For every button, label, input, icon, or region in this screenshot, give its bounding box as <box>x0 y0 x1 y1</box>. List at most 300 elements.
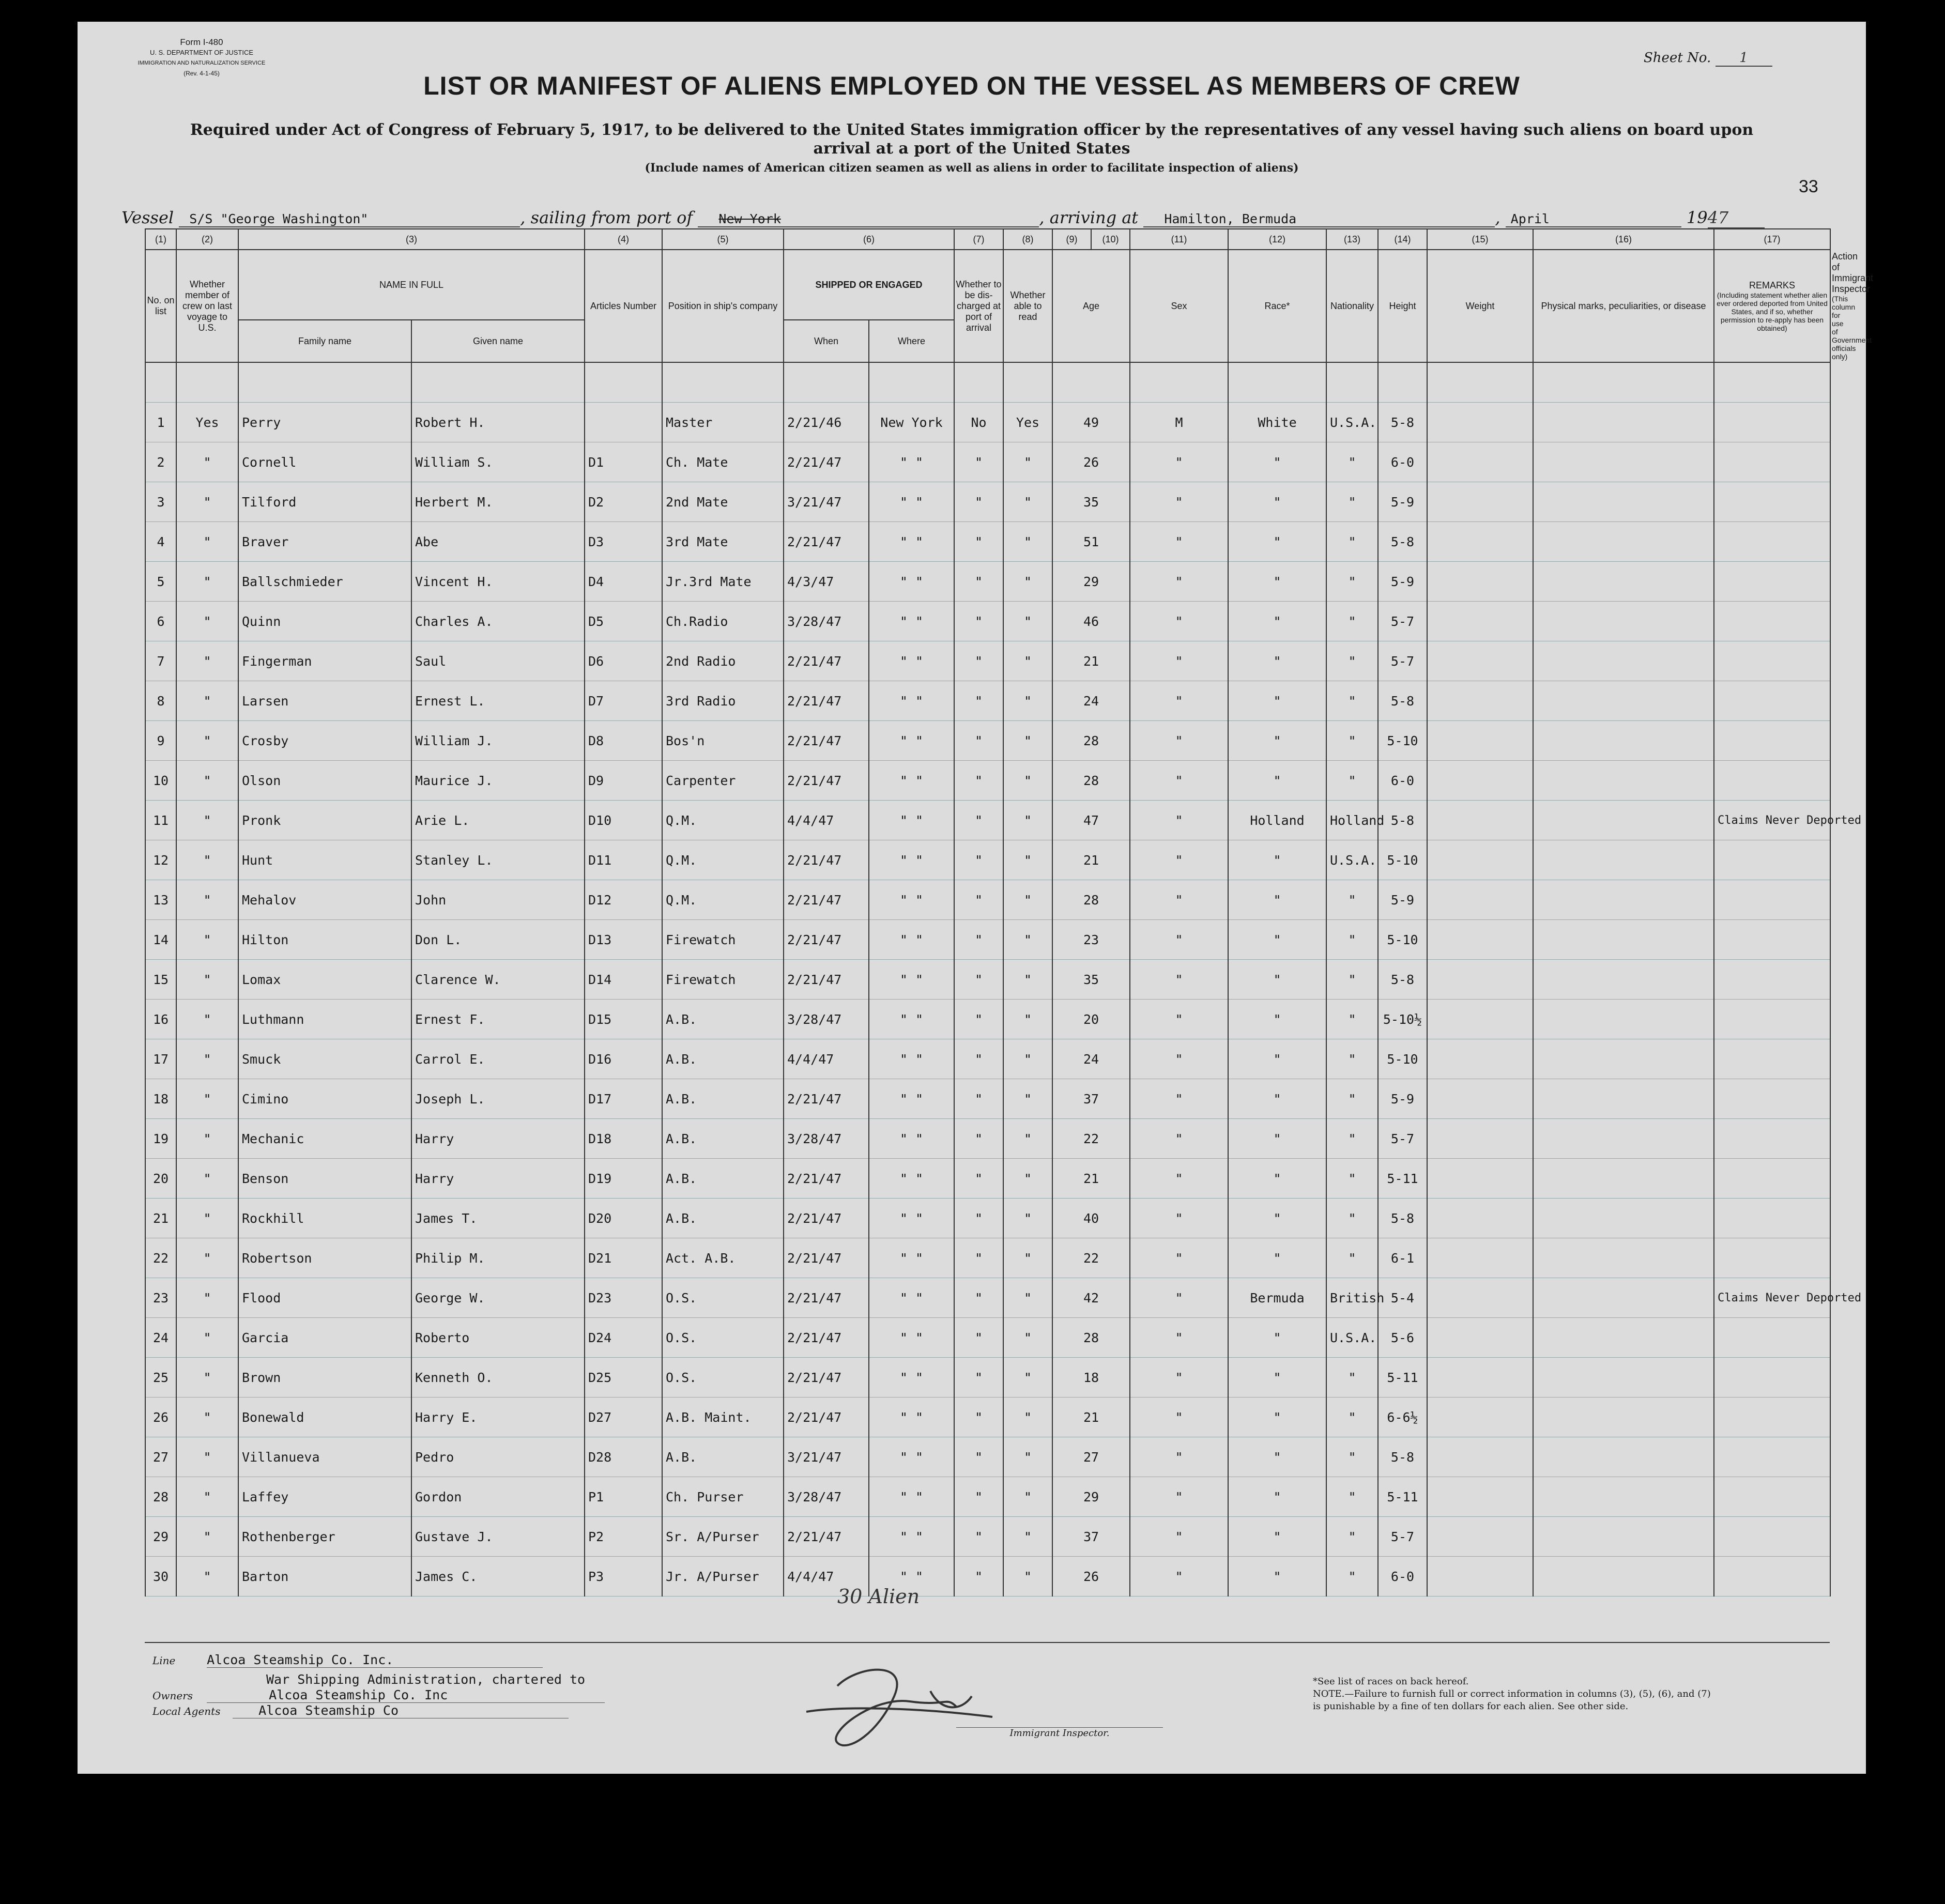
table-row <box>145 920 1830 960</box>
nationality-cell: " <box>1326 681 1378 721</box>
shipped-when-cell: 4/4/47 <box>784 1039 869 1079</box>
given-name-cell: Kenneth O. <box>411 1358 585 1398</box>
discharged-cell: " <box>954 1079 1003 1119</box>
able-to-read-cell: " <box>1003 1039 1052 1079</box>
row-number-cell: 21 <box>145 1199 176 1238</box>
given-name-cell: Joseph L. <box>411 1079 585 1119</box>
articles-number-cell: D3 <box>585 522 662 562</box>
col-sex: Sex <box>1130 250 1228 362</box>
height-cell: 5-7 <box>1378 602 1427 641</box>
shipped-where-cell: " " <box>869 1557 954 1596</box>
able-to-read-cell: " <box>1003 522 1052 562</box>
shipped-when-cell: 2/21/47 <box>784 681 869 721</box>
row-number-cell: 16 <box>145 1000 176 1039</box>
given-name-cell: Abe <box>411 522 585 562</box>
shipped-when-cell: 4/4/47 <box>784 1557 869 1596</box>
race-cell: " <box>1228 1079 1326 1119</box>
articles-number-cell: D6 <box>585 641 662 681</box>
able-to-read-cell: " <box>1003 1398 1052 1437</box>
height-cell: 5-11 <box>1378 1358 1427 1398</box>
table-row <box>145 641 1830 681</box>
sex-cell: " <box>1130 482 1228 522</box>
height-cell: 5-10 <box>1378 920 1427 960</box>
nationality-cell: British <box>1326 1278 1378 1318</box>
shipped-where-cell: " " <box>869 761 954 801</box>
given-name-cell: Harry <box>411 1159 585 1199</box>
articles-number-cell: P1 <box>585 1477 662 1517</box>
discharged-cell: " <box>954 920 1003 960</box>
discharged-cell: " <box>954 1199 1003 1238</box>
page-title: LIST OR MANIFEST OF ALIENS EMPLOYED ON THE VESSEL AS MEMBERS OF CREW <box>423 71 1520 100</box>
discharged-cell: " <box>954 562 1003 602</box>
nationality-cell: Holland <box>1326 801 1378 840</box>
manifest-sheet <box>78 22 1874 1774</box>
race-cell: " <box>1228 1398 1326 1437</box>
footer-lines: Line Alcoa Steamship Co. Inc. War Shipping Administration, chartered to Owners Alcoa Steamship Co. Inc Local Agents Alcoa Steamship Co <box>152 1652 605 1721</box>
discharged-cell: " <box>954 482 1003 522</box>
shipped-where-cell: " " <box>869 1278 954 1318</box>
last-voyage-cell: " <box>176 1079 238 1119</box>
height-cell: 6-0 <box>1378 442 1427 482</box>
col-name: NAME IN FULL <box>238 250 585 320</box>
physical-marks-cell <box>1533 1398 1714 1437</box>
discharged-cell: " <box>954 1517 1003 1557</box>
articles-number-cell: D25 <box>585 1358 662 1398</box>
row-number-cell: 30 <box>145 1557 176 1596</box>
table-row <box>145 761 1830 801</box>
given-name-cell: John <box>411 880 585 920</box>
col-discharged: Whether to be dis-charged at port of arrival <box>954 250 1003 362</box>
line-value: Alcoa Steamship Co. Inc. <box>207 1652 543 1668</box>
weight-cell <box>1427 1039 1533 1079</box>
weight-cell <box>1427 1477 1533 1517</box>
last-voyage-cell: " <box>176 1358 238 1398</box>
column-number-row: (1) (2) (3) (4) (5) (6) (7) (8) (9) (10) (11) (12) (13) (14) (15) (16) (17) <box>145 229 1830 250</box>
shipped-when-cell: 2/21/47 <box>784 1238 869 1278</box>
height-cell: 6-6½ <box>1378 1398 1427 1437</box>
family-name-cell: Smuck <box>238 1039 411 1079</box>
family-name-cell: Villanueva <box>238 1437 411 1477</box>
table-row <box>145 721 1830 761</box>
shipped-when-cell: 2/21/47 <box>784 1398 869 1437</box>
articles-number-cell: D13 <box>585 920 662 960</box>
articles-number-cell: D10 <box>585 801 662 840</box>
family-name-cell: Perry <box>238 403 411 442</box>
position-cell: A.B. <box>662 1079 784 1119</box>
remarks-cell: Claims Never Deported <box>1714 1278 1830 1318</box>
nationality-cell: " <box>1326 1238 1378 1278</box>
discharged-cell: " <box>954 721 1003 761</box>
row-number-cell: 25 <box>145 1358 176 1398</box>
able-to-read-cell: " <box>1003 1477 1052 1517</box>
articles-number-cell: D1 <box>585 442 662 482</box>
age-cell: 21 <box>1052 1398 1130 1437</box>
last-voyage-cell: " <box>176 1199 238 1238</box>
sex-cell: " <box>1130 840 1228 880</box>
age-cell: 24 <box>1052 681 1130 721</box>
physical-marks-cell <box>1533 522 1714 562</box>
col-last-voyage: Whether member of crew on last voyage to U.S. <box>176 250 238 362</box>
family-name-cell: Rothenberger <box>238 1517 411 1557</box>
shipped-where-cell: New York <box>869 403 954 442</box>
col-given-name: Given name <box>411 320 585 362</box>
age-cell: 22 <box>1052 1238 1130 1278</box>
row-number-cell: 8 <box>145 681 176 721</box>
family-name-cell: Mehalov <box>238 880 411 920</box>
last-voyage-cell: " <box>176 761 238 801</box>
able-to-read-cell: " <box>1003 1199 1052 1238</box>
row-number-cell: 23 <box>145 1278 176 1318</box>
weight-cell <box>1427 1079 1533 1119</box>
position-cell: Firewatch <box>662 960 784 1000</box>
given-name-cell: Arie L. <box>411 801 585 840</box>
row-number-cell: 28 <box>145 1477 176 1517</box>
nationality-cell: " <box>1326 1477 1378 1517</box>
sex-cell: " <box>1130 1238 1228 1278</box>
weight-cell <box>1427 1318 1533 1358</box>
weight-cell <box>1427 880 1533 920</box>
family-name-cell: Garcia <box>238 1318 411 1358</box>
sex-cell: " <box>1130 1079 1228 1119</box>
position-cell: A.B. <box>662 1159 784 1199</box>
table-row <box>145 1079 1830 1119</box>
position-cell: Q.M. <box>662 801 784 840</box>
race-cell: " <box>1228 442 1326 482</box>
height-cell: 5-6 <box>1378 1318 1427 1358</box>
family-name-cell: Cimino <box>238 1079 411 1119</box>
row-number-cell: 3 <box>145 482 176 522</box>
given-name-cell: Robert H. <box>411 403 585 442</box>
physical-marks-cell <box>1533 1557 1714 1596</box>
sex-cell: " <box>1130 562 1228 602</box>
col-articles: Articles Number <box>585 250 662 362</box>
discharged-cell: " <box>954 960 1003 1000</box>
physical-marks-cell <box>1533 1079 1714 1119</box>
physical-marks-cell <box>1533 1000 1714 1039</box>
height-cell: 6-0 <box>1378 761 1427 801</box>
service: IMMIGRATION AND NATURALIZATION SERVICE <box>137 60 266 66</box>
table-row <box>145 522 1830 562</box>
row-number-cell: 2 <box>145 442 176 482</box>
age-cell: 28 <box>1052 721 1130 761</box>
shipped-where-cell: " " <box>869 920 954 960</box>
remarks-cell <box>1714 761 1830 801</box>
physical-marks-cell <box>1533 801 1714 840</box>
articles-number-cell: D24 <box>585 1318 662 1358</box>
position-cell: A.B. <box>662 1119 784 1159</box>
weight-cell <box>1427 1557 1533 1596</box>
position-cell: Firewatch <box>662 920 784 960</box>
position-cell: Jr. A/Purser <box>662 1557 784 1596</box>
shipped-where-cell: " " <box>869 1159 954 1199</box>
articles-number-cell <box>585 403 662 442</box>
remarks-cell <box>1714 403 1830 442</box>
race-cell: Bermuda <box>1228 1278 1326 1318</box>
race-cell: " <box>1228 482 1326 522</box>
family-name-cell: Luthmann <box>238 1000 411 1039</box>
weight-cell <box>1427 681 1533 721</box>
height-cell: 5-10½ <box>1378 1000 1427 1039</box>
sex-cell: " <box>1130 1517 1228 1557</box>
last-voyage-cell: " <box>176 1119 238 1159</box>
nationality-cell: " <box>1326 721 1378 761</box>
owners-value-2: Alcoa Steamship Co. Inc <box>207 1687 605 1703</box>
age-cell: 27 <box>1052 1437 1130 1477</box>
able-to-read-cell: " <box>1003 602 1052 641</box>
sex-cell: " <box>1130 1199 1228 1238</box>
row-number-cell: 9 <box>145 721 176 761</box>
shipped-when-cell: 2/21/47 <box>784 880 869 920</box>
position-cell: A.B. <box>662 1039 784 1079</box>
shipped-where-cell: " " <box>869 880 954 920</box>
remarks-cell <box>1714 1119 1830 1159</box>
discharged-cell: " <box>954 840 1003 880</box>
last-voyage-cell: Yes <box>176 403 238 442</box>
able-to-read-cell: " <box>1003 1437 1052 1477</box>
physical-marks-cell <box>1533 1278 1714 1318</box>
discharged-cell: " <box>954 1318 1003 1358</box>
table-row <box>145 1199 1830 1238</box>
shipped-where-cell: " " <box>869 442 954 482</box>
last-voyage-cell: " <box>176 960 238 1000</box>
remarks-cell <box>1714 482 1830 522</box>
nationality-cell: " <box>1326 960 1378 1000</box>
height-cell: 5-9 <box>1378 1079 1427 1119</box>
inspector-signature <box>775 1634 1065 1763</box>
height-cell: 6-1 <box>1378 1238 1427 1278</box>
shipped-where-cell: " " <box>869 482 954 522</box>
able-to-read-cell: " <box>1003 920 1052 960</box>
remarks-cell <box>1714 960 1830 1000</box>
physical-marks-cell <box>1533 1199 1714 1238</box>
row-number-cell: 20 <box>145 1159 176 1199</box>
given-name-cell: Harry E. <box>411 1398 585 1437</box>
col-age: Age <box>1052 250 1130 362</box>
row-number-cell: 10 <box>145 761 176 801</box>
race-cell: " <box>1228 1039 1326 1079</box>
shipped-when-cell: 3/21/47 <box>784 482 869 522</box>
weight-cell <box>1427 721 1533 761</box>
page-number: 33 <box>1799 177 1818 196</box>
table-row <box>145 960 1830 1000</box>
race-cell: " <box>1228 1000 1326 1039</box>
shipped-where-cell: " " <box>869 562 954 602</box>
races-note: *See list of races on back hereof. <box>1313 1676 1469 1687</box>
discharged-cell: " <box>954 522 1003 562</box>
last-voyage-cell: " <box>176 1557 238 1596</box>
weight-cell <box>1427 1199 1533 1238</box>
height-cell: 5-7 <box>1378 1517 1427 1557</box>
sex-cell: " <box>1130 880 1228 920</box>
articles-number-cell: D14 <box>585 960 662 1000</box>
family-name-cell: Bonewald <box>238 1398 411 1437</box>
shipped-when-cell: 2/21/47 <box>784 442 869 482</box>
family-name-cell: Lomax <box>238 960 411 1000</box>
nationality-cell: " <box>1326 1437 1378 1477</box>
last-voyage-cell: " <box>176 721 238 761</box>
shipped-when-cell: 2/21/47 <box>784 1079 869 1119</box>
sailing-port: New York <box>698 211 1039 227</box>
shipped-when-cell: 2/21/47 <box>784 1199 869 1238</box>
sex-cell: " <box>1130 1398 1228 1437</box>
table-row <box>145 1238 1830 1278</box>
remarks-cell <box>1714 442 1830 482</box>
articles-number-cell: D9 <box>585 761 662 801</box>
family-name-cell: Quinn <box>238 602 411 641</box>
shipped-when-cell: 3/28/47 <box>784 1119 869 1159</box>
crew-table <box>145 228 1874 1596</box>
shipped-where-cell: " " <box>869 960 954 1000</box>
last-voyage-cell: " <box>176 1039 238 1079</box>
race-cell: " <box>1228 1517 1326 1557</box>
table-row <box>145 482 1830 522</box>
position-cell: 3rd Radio <box>662 681 784 721</box>
age-cell: 28 <box>1052 1318 1130 1358</box>
age-cell: 47 <box>1052 801 1130 840</box>
col-remarks: REMARKS (Including statement whether alien ever ordered deported from United States, and if so, whether permission to re-apply has been obtained) <box>1714 250 1830 362</box>
height-cell: 5-8 <box>1378 1437 1427 1477</box>
height-cell: 5-8 <box>1378 801 1427 840</box>
given-name-cell: Gordon <box>411 1477 585 1517</box>
physical-marks-cell <box>1533 681 1714 721</box>
sex-cell: M <box>1130 403 1228 442</box>
sex-cell: " <box>1130 1039 1228 1079</box>
given-name-cell: William S. <box>411 442 585 482</box>
shipped-when-cell: 2/21/47 <box>784 960 869 1000</box>
articles-number-cell: D11 <box>585 840 662 880</box>
given-name-cell: George W. <box>411 1278 585 1318</box>
physical-marks-cell <box>1533 1238 1714 1278</box>
physical-marks-cell <box>1533 960 1714 1000</box>
sheet-number: Sheet No. 1 <box>1644 50 1772 67</box>
table-row <box>145 1437 1830 1477</box>
row-number-cell: 29 <box>145 1517 176 1557</box>
table-row <box>145 1318 1830 1358</box>
family-name-cell: Fingerman <box>238 641 411 681</box>
family-name-cell: Crosby <box>238 721 411 761</box>
nationality-cell: U.S.A. <box>1326 840 1378 880</box>
physical-marks-cell <box>1533 442 1714 482</box>
last-voyage-cell: " <box>176 880 238 920</box>
race-cell: " <box>1228 681 1326 721</box>
age-cell: 28 <box>1052 761 1130 801</box>
last-voyage-cell: " <box>176 442 238 482</box>
row-number-cell: 19 <box>145 1119 176 1159</box>
given-name-cell: Harry <box>411 1119 585 1159</box>
position-cell: Bos'n <box>662 721 784 761</box>
discharged-cell: " <box>954 1437 1003 1477</box>
physical-marks-cell <box>1533 1477 1714 1517</box>
table-row <box>145 442 1830 482</box>
row-number-cell: 7 <box>145 641 176 681</box>
remarks-cell <box>1714 1079 1830 1119</box>
penalty-note: NOTE.—Failure to furnish full or correct information in columns (3), (5), (6), and (7) is punishable by a fine of ten dollars for each alien. See other side. <box>1313 1688 1711 1712</box>
last-voyage-cell: " <box>176 1477 238 1517</box>
table-row <box>145 801 1830 840</box>
weight-cell <box>1427 1398 1533 1437</box>
physical-marks-cell <box>1533 1358 1714 1398</box>
weight-cell <box>1427 1358 1533 1398</box>
nationality-cell: U.S.A. <box>1326 1318 1378 1358</box>
shipped-when-cell: 4/4/47 <box>784 801 869 840</box>
race-cell: " <box>1228 960 1326 1000</box>
race-cell: " <box>1228 761 1326 801</box>
row-number-cell: 1 <box>145 403 176 442</box>
race-cell: " <box>1228 721 1326 761</box>
physical-marks-cell <box>1533 1437 1714 1477</box>
race-cell: " <box>1228 641 1326 681</box>
weight-cell <box>1427 1517 1533 1557</box>
discharged-cell: " <box>954 1039 1003 1079</box>
last-voyage-cell: " <box>176 1238 238 1278</box>
given-name-cell: Carrol E. <box>411 1039 585 1079</box>
remarks-cell <box>1714 1238 1830 1278</box>
col-where: Where <box>869 320 954 362</box>
col-position: Position in ship's company <box>662 250 784 362</box>
nationality-cell: " <box>1326 562 1378 602</box>
height-cell: 5-10 <box>1378 1039 1427 1079</box>
discharged-cell: " <box>954 1358 1003 1398</box>
shipped-where-cell: " " <box>869 641 954 681</box>
row-number-cell: 22 <box>145 1238 176 1278</box>
physical-marks-cell <box>1533 840 1714 880</box>
col-race: Race* <box>1228 250 1326 362</box>
sex-cell: " <box>1130 602 1228 641</box>
articles-number-cell: D21 <box>585 1238 662 1278</box>
sex-cell: " <box>1130 1477 1228 1517</box>
family-name-cell: Brown <box>238 1358 411 1398</box>
family-name-cell: Pronk <box>238 801 411 840</box>
given-name-cell: Herbert M. <box>411 482 585 522</box>
weight-cell <box>1427 761 1533 801</box>
given-name-cell: Roberto <box>411 1318 585 1358</box>
race-cell: " <box>1228 1557 1326 1596</box>
requirement-text: Required under Act of Congress of February 5, 1917, to be delivered to the United States immigration officer by the representatives of any vessel having such aliens on board upon arrival at a port of the United States <box>190 121 1754 158</box>
table-row <box>145 1477 1830 1517</box>
remarks-cell <box>1714 1437 1830 1477</box>
remarks-cell <box>1714 1358 1830 1398</box>
handwritten-total: 30 Alien <box>837 1585 920 1608</box>
height-cell: 5-8 <box>1378 681 1427 721</box>
position-cell: 2nd Mate <box>662 482 784 522</box>
weight-cell <box>1427 840 1533 880</box>
nationality-cell: " <box>1326 761 1378 801</box>
last-voyage-cell: " <box>176 1000 238 1039</box>
able-to-read-cell: " <box>1003 1079 1052 1119</box>
last-voyage-cell: " <box>176 562 238 602</box>
last-voyage-cell: " <box>176 1437 238 1477</box>
last-voyage-cell: " <box>176 641 238 681</box>
age-cell: 35 <box>1052 960 1130 1000</box>
shipped-where-cell: " " <box>869 1079 954 1119</box>
age-cell: 28 <box>1052 880 1130 920</box>
sex-cell: " <box>1130 1318 1228 1358</box>
shipped-where-cell: " " <box>869 602 954 641</box>
table-row <box>145 1278 1830 1318</box>
remarks-cell <box>1714 721 1830 761</box>
age-cell: 26 <box>1052 442 1130 482</box>
race-cell: " <box>1228 1477 1326 1517</box>
table-row <box>145 602 1830 641</box>
position-cell: Jr.3rd Mate <box>662 562 784 602</box>
table-row <box>145 880 1830 920</box>
family-name-cell: Rockhill <box>238 1199 411 1238</box>
shipped-when-cell: 4/3/47 <box>784 562 869 602</box>
shipped-where-cell: " " <box>869 1358 954 1398</box>
nationality-cell: " <box>1326 442 1378 482</box>
articles-number-cell: D20 <box>585 1199 662 1238</box>
remarks-cell <box>1714 602 1830 641</box>
